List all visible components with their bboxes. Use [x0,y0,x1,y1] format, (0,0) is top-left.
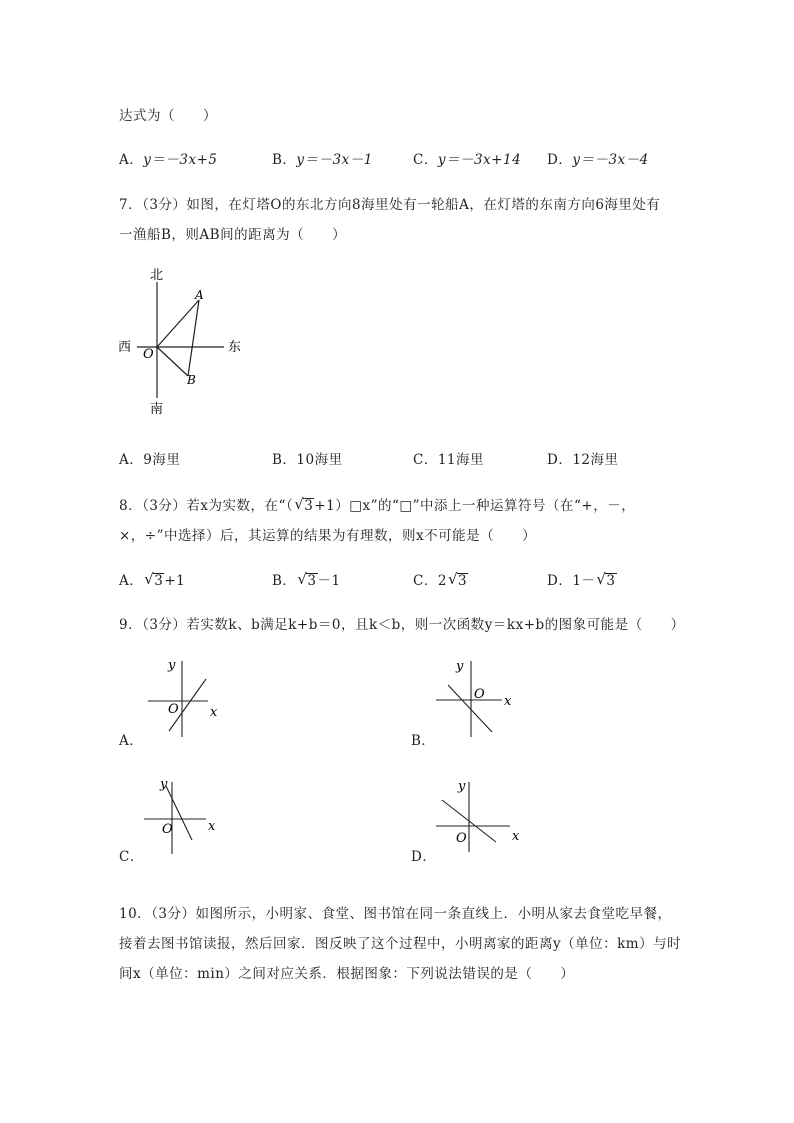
q6-option-c[interactable] [413,148,521,168]
q6-option-b[interactable] [272,148,373,168]
q9-graph-b[interactable] [432,655,518,737]
segment-ob [157,347,188,376]
radical-sign-icon: √ [596,570,607,588]
option-label: B． [272,573,297,589]
radical-sign-icon: √ [144,570,155,588]
option-prefix: 2 [437,573,447,589]
sqrt-expression [447,570,468,589]
option-text: y＝－3x+5 [143,152,218,168]
q6-option-a[interactable] [119,148,217,168]
q9-option-b-label[interactable]: B． [411,733,436,749]
option-text: 12海里 [572,452,619,468]
option-label: C． [413,452,438,468]
option-text: y＝－3x－4 [572,152,649,168]
radicand: 3 [606,573,616,589]
q8-stem-line2: ×，÷”中选择）后，其运算的结果为有理数，则x不可能是（ ） [119,528,537,544]
q6-stem-tail: 达式为（ ） [119,108,217,124]
q7-option-a[interactable] [119,448,180,468]
q8-option-c[interactable] [413,569,468,589]
q7-compass-figure [112,262,252,420]
y-axis-label: y [168,658,176,673]
q8-stem-part-a: 8．（3分）若x为实数，在“（ [119,498,294,514]
radicand: 3 [457,573,468,589]
east-label: 东 [228,340,242,355]
q9-option-d-label[interactable]: D． [411,849,437,865]
x-axis-label: x [210,705,218,720]
point-a-label: A [195,288,204,302]
q7-option-c[interactable] [413,448,484,468]
radical-sign-icon: √ [447,570,458,588]
option-label: B． [272,152,297,168]
radicand: 3 [304,498,314,514]
option-text: 9海里 [143,452,181,468]
option-label: C． [413,152,438,168]
q9-option-c-label[interactable]: C． [119,849,144,865]
q9-graph-a[interactable] [144,655,224,737]
sqrt-expression [294,495,314,514]
point-o-label: O [143,347,154,362]
q10-stem-line1: 10．（3分）如图所示，小明家、食堂、图书馆在同一条直线上．小明从家去食堂吃早餐， [119,906,672,922]
q8-stem-part-b: +1）□x”的“□”中添上一种运算符号（在“+，－， [314,498,636,514]
q10-stem-line2: 接着去图书馆读报，然后回家．图反映了这个过程中，小明离家的距离y（单位：km）与时 [119,936,682,952]
option-text: y＝－3x－1 [296,152,373,168]
option-label: A． [119,152,144,168]
option-text: y＝－3x+14 [437,152,522,168]
option-prefix: 1－ [572,573,596,589]
sqrt-expression [596,570,616,589]
sqrt-expression [144,570,164,589]
q9-option-a-label[interactable]: A． [119,733,144,749]
q9-stem-line1: 9．（3分）若实数k、b满足k+b＝0，且k＜b，则一次函数y＝kx+b的图象可能是（ ） [119,617,685,633]
segment-ab [188,300,199,376]
radical-sign-icon: √ [297,570,308,588]
x-axis-label: x [512,829,520,844]
q8-option-b[interactable] [272,569,341,589]
option-label: A． [119,452,144,468]
function-line [448,685,492,732]
q8-stem-line1 [119,494,635,514]
q6-option-d[interactable] [547,148,649,168]
q7-stem-line1: 7．（3分）如图，在灯塔O的东北方向8海里处有一轮船A，在灯塔的东南方向6海里处有 [119,197,661,213]
option-label: D． [547,452,573,468]
q8-option-a[interactable] [119,569,185,589]
point-b-label: B [187,373,196,387]
q10-stem-line3: 间x（单位：min）之间对应关系．根据图象：下列说法错误的是（ ） [119,966,575,982]
option-label: B． [272,452,297,468]
option-suffix: －1 [317,573,341,589]
q9-graph-c[interactable] [140,772,224,854]
south-label: 南 [150,402,164,417]
origin-label: O [474,687,485,702]
origin-label: O [162,822,173,837]
q7-stem-line2: 一渔船B，则AB间的距离为（ ） [119,227,347,243]
y-axis-label: y [456,659,464,674]
option-text: 10海里 [296,452,343,468]
option-label: C． [413,573,438,589]
radicand: 3 [154,573,164,589]
option-label: A． [119,573,144,589]
y-axis-label: y [458,779,466,794]
x-axis-label: x [504,694,512,709]
q7-option-b[interactable] [272,448,343,468]
x-axis-label: x [208,819,216,834]
y-axis-label: y [160,777,168,792]
option-label: D． [547,152,573,168]
q7-option-d[interactable] [547,448,619,468]
radicand: 3 [307,573,317,589]
origin-label: O [456,831,467,846]
sqrt-expression [297,570,317,589]
north-label: 北 [150,268,164,283]
q8-option-d[interactable] [547,569,617,589]
option-label: D． [547,573,573,589]
west-label: 西 [118,340,132,355]
option-suffix: +1 [164,573,186,589]
q9-graph-d[interactable] [432,772,524,854]
radical-sign-icon: √ [294,495,305,513]
option-text: 11海里 [437,452,485,468]
origin-label: O [168,702,179,717]
